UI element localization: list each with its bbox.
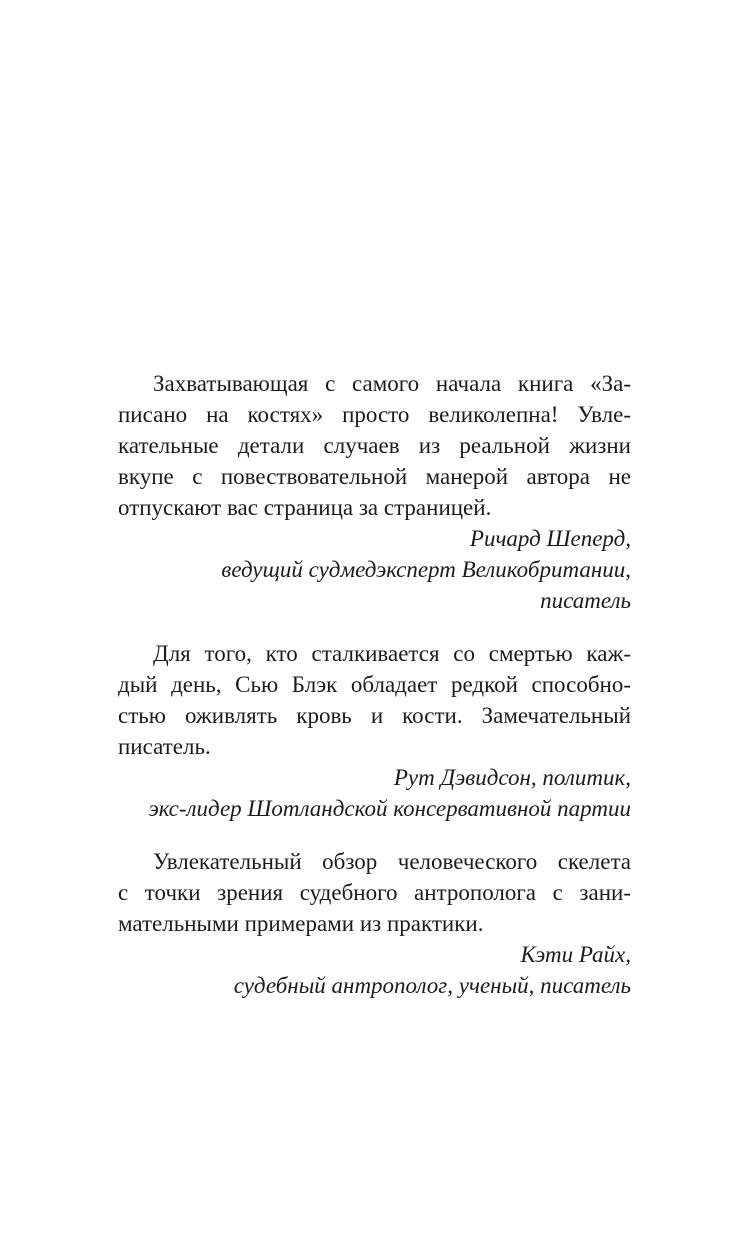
quote-attribution <box>118 523 631 616</box>
quote-block-1 <box>118 368 631 616</box>
quote-line: Для того, кто сталкивается со смертью каж- <box>153 641 631 666</box>
quote-line: писано на костях» просто великолепна! Увле- <box>118 402 631 427</box>
quote-block-2 <box>118 638 631 824</box>
quote-line: стью оживлять кровь и кости. Замечательный <box>118 703 631 728</box>
quote-paragraph <box>118 368 631 523</box>
attribution-line: Рут Дэвидсон, политик, <box>393 765 631 790</box>
quote-line: писатель. <box>118 734 211 759</box>
quote-attribution <box>118 939 631 1001</box>
quote-paragraph <box>118 846 631 939</box>
quote-line: дый день, Сью Блэк обладает редкой способно- <box>118 672 631 697</box>
attribution-line: писатель <box>540 588 631 613</box>
quote-paragraph <box>118 638 631 762</box>
quote-line: Увлекательный обзор человеческого скелета <box>153 849 631 874</box>
quote-line: с точки зрения судебного антрополога с зани- <box>118 880 631 905</box>
attribution-line: судебный антрополог, ученый, писатель <box>233 973 631 998</box>
quote-line: кательные детали случаев из реальной жизни <box>118 433 631 458</box>
attribution-line: Кэти Райх, <box>520 942 631 967</box>
quote-line: вкупе с повествовательной манерой автора не <box>118 464 631 489</box>
page-text-block <box>118 368 631 1001</box>
attribution-line: ведущий судмедэксперт Великобритании, <box>221 557 631 582</box>
attribution-line: экс-лидер Шотландской консервативной партии <box>148 796 631 821</box>
quote-attribution <box>118 762 631 824</box>
attribution-line: Ричард Шеперд, <box>469 526 631 551</box>
quote-line: отпускают вас страница за страницей. <box>118 495 492 520</box>
quote-line: мательными примерами из практики. <box>118 911 484 936</box>
quote-block-3 <box>118 846 631 1001</box>
quote-line: Захватывающая с самого начала книга «За- <box>153 371 631 396</box>
